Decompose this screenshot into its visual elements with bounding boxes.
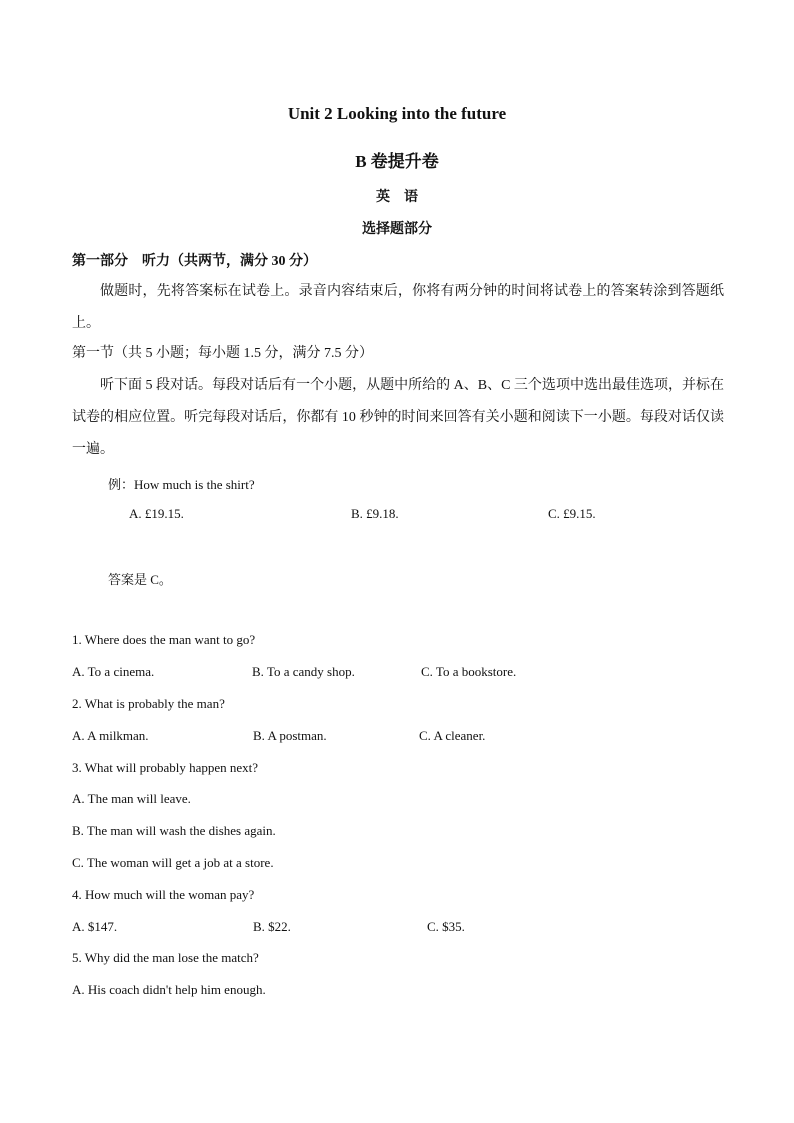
question-3-option-a: A. The man will leave. (72, 791, 191, 806)
section-one-heading: 第一节（共 5 小题；每小题 1.5 分，满分 7.5 分） (72, 346, 373, 361)
section-label: 选择题部分 (362, 222, 432, 237)
question-5-option-a: A. His coach didn't help him enough. (72, 982, 266, 997)
example-option-c: C. £9.15. (548, 506, 596, 521)
question-1-option-c: C. To a bookstore. (421, 664, 517, 679)
question-1-option-b: B. To a candy shop. (252, 664, 355, 679)
question-3-option-c: C. The woman will get a job at a store. (72, 855, 274, 870)
question-4-option-a: A. $147. (72, 919, 118, 934)
example-option-a: A. £19.15. (129, 506, 184, 521)
question-4-option-c: C. $35. (427, 919, 465, 934)
question-4-option-b: B. $22. (253, 919, 291, 934)
example-option-b: B. £9.18. (351, 506, 399, 521)
question-2-option-c: C. A cleaner. (419, 728, 486, 743)
question-4-stem: 4. How much will the woman pay? (72, 887, 255, 902)
part-one-heading: 第一部分 听力（共两节，满分 30 分） (72, 254, 317, 269)
example-question: 例：How much is the shirt? (108, 477, 255, 492)
part-one-instructions: 做题时，先将答案标在试卷上。录音内容结束后，你将有两分钟的时间将试卷上的答案转涂到答题纸上。 (72, 284, 724, 331)
question-2-option-a: A. A milkman. (72, 728, 149, 743)
subject-label: 英语 (376, 190, 432, 205)
section-one-instructions: 听下面 5 段对话。每段对话后有一个小题，从题中所给的 A、B、C 三个选项中选出最佳选项，并标在试卷的相应位置。听完每段对话后，你都有 10 秒钟的时间来回答有关小题和阅读下一小题。每段对话仅读一遍。 (72, 378, 724, 457)
question-3-stem: 3. What will probably happen next? (72, 760, 259, 775)
question-3-option-b: B. The man will wash the dishes again. (72, 823, 276, 838)
page-title: Unit 2 Looking into the future (287, 104, 507, 123)
question-2-stem: 2. What is probably the man? (72, 696, 225, 711)
question-2-option-b: B. A postman. (253, 728, 327, 743)
question-5-stem: 5. Why did the man lose the match? (72, 950, 259, 965)
example-answer: 答案是 C。 (108, 572, 172, 587)
paper-subtitle: B 卷提升卷 (355, 152, 439, 171)
question-1-option-a: A. To a cinema. (72, 664, 155, 679)
question-1-stem: 1. Where does the man want to go? (72, 632, 256, 647)
